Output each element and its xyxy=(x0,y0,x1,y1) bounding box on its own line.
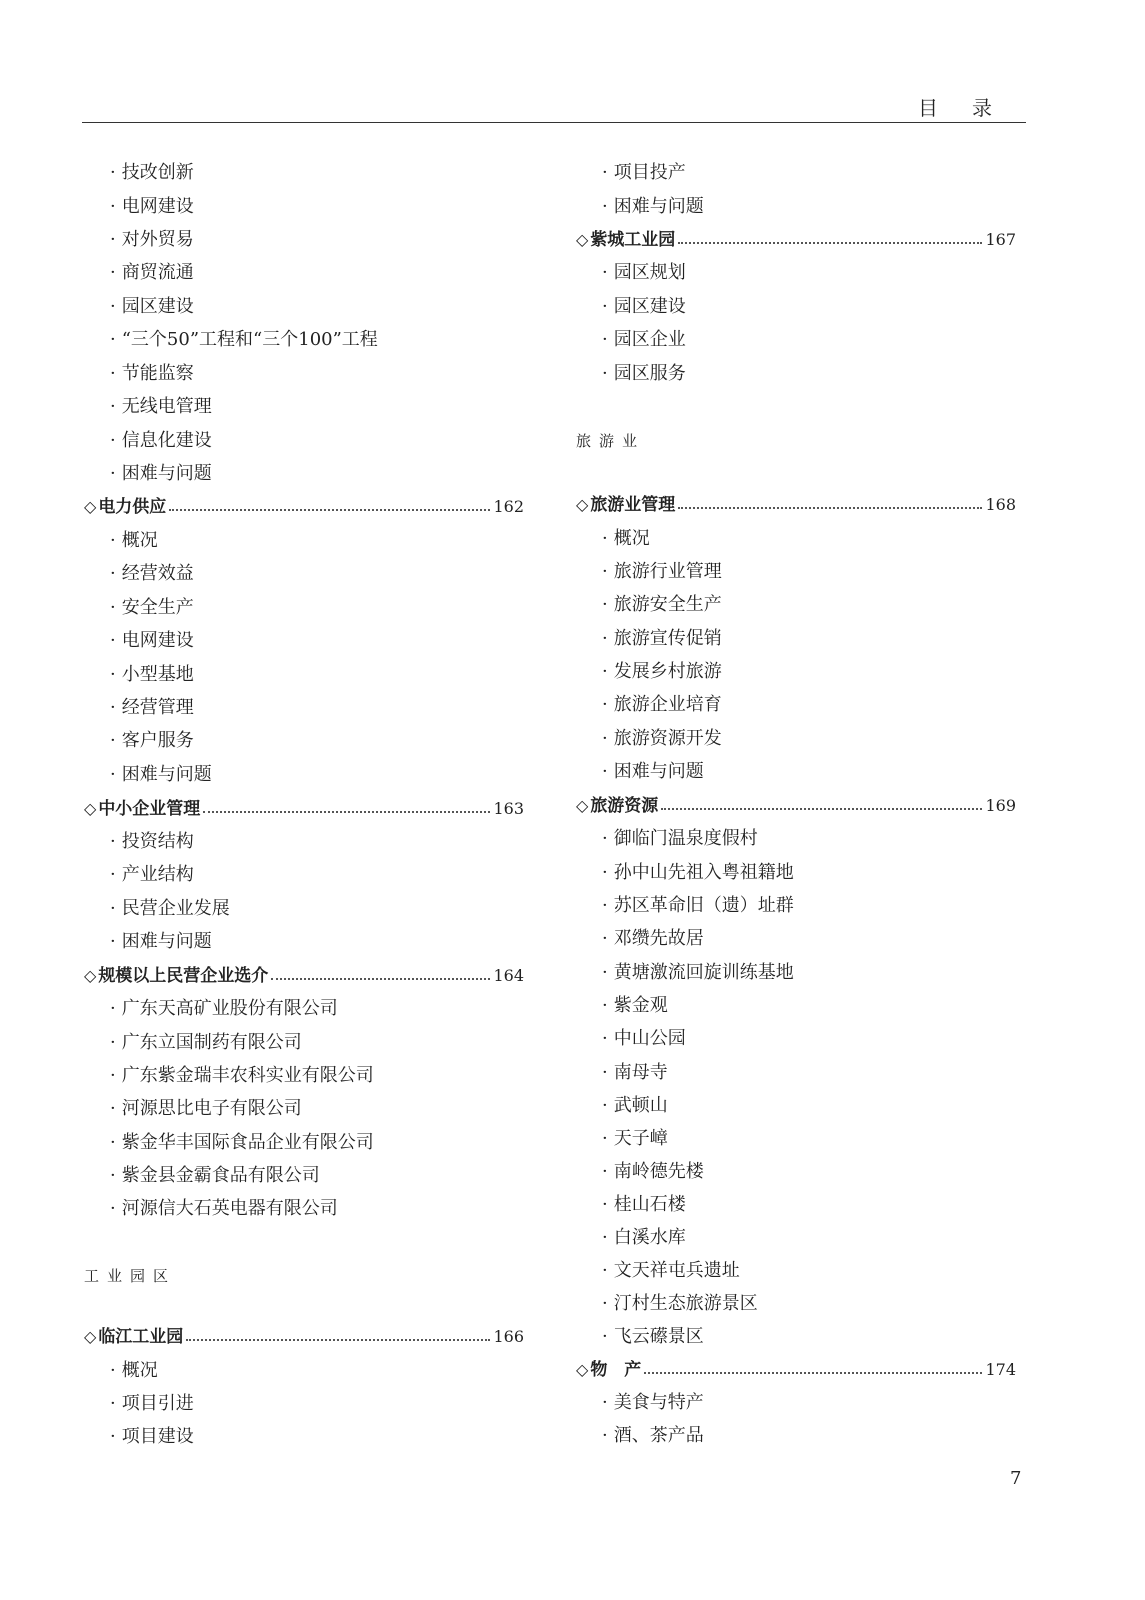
toc-item[interactable]: · 紫金观 xyxy=(602,995,668,1016)
toc-item[interactable]: · 园区企业 xyxy=(602,329,686,350)
toc-item[interactable]: · 南岭德先楼 xyxy=(602,1161,704,1182)
diamond-icon: ◇ xyxy=(84,966,97,985)
toc-item[interactable]: · 无线电管理 xyxy=(110,396,212,417)
toc-item[interactable]: · 园区规划 xyxy=(602,262,686,283)
toc-item[interactable]: · 电网建设 xyxy=(110,630,194,651)
toc-item[interactable]: · 广东紫金瑞丰农科实业有限公司 xyxy=(110,1065,374,1086)
toc-item[interactable]: · 项目引进 xyxy=(110,1393,194,1414)
toc-item[interactable]: · 武顿山 xyxy=(602,1095,668,1116)
toc-item[interactable]: · 产业结构 xyxy=(110,864,194,885)
toc-item[interactable]: · 电网建设 xyxy=(110,196,194,217)
toc-item[interactable]: · 旅游资源开发 xyxy=(602,728,722,749)
toc-item[interactable]: · 酒、茶产品 xyxy=(602,1425,704,1446)
toc-item[interactable]: · 园区服务 xyxy=(602,363,686,384)
toc-item[interactable]: · 困难与问题 xyxy=(110,931,212,952)
header-rule xyxy=(82,122,1026,123)
toc-item[interactable]: · 苏区革命旧（遗）址群 xyxy=(602,895,794,916)
diamond-icon: ◇ xyxy=(84,1327,97,1346)
page-header-title: 目录 xyxy=(918,96,1026,120)
section-label-gongye: 工业园区 xyxy=(84,1267,177,1285)
toc-item[interactable]: · 旅游企业培育 xyxy=(602,694,722,715)
toc-item[interactable]: · 天子嶂 xyxy=(602,1128,668,1149)
toc-item[interactable]: · “三个50”工程和“三个100”工程 xyxy=(110,329,378,350)
page-number: 7 xyxy=(1010,1468,1022,1489)
toc-item[interactable]: · 园区建设 xyxy=(602,296,686,317)
toc-item[interactable]: · 紫金华丰国际食品企业有限公司 xyxy=(110,1132,374,1153)
toc-heading-lvyouziyuan[interactable]: ◇ 旅游资源 169 xyxy=(576,791,1016,821)
toc-item[interactable]: · 旅游安全生产 xyxy=(602,594,722,615)
toc-item[interactable]: · 节能监察 xyxy=(110,363,194,384)
toc-item[interactable]: · 困难与问题 xyxy=(602,761,704,782)
dot-leader xyxy=(169,509,490,511)
toc-heading-guimo[interactable]: ◇ 规模以上民营企业选介 164 xyxy=(84,961,524,991)
toc-item[interactable]: · 南母寺 xyxy=(602,1062,668,1083)
toc-item[interactable]: · 小型基地 xyxy=(110,664,194,685)
toc-item[interactable]: · 概况 xyxy=(602,528,650,549)
diamond-icon: ◇ xyxy=(84,497,97,516)
toc-item[interactable]: · 经营管理 xyxy=(110,697,194,718)
diamond-icon: ◇ xyxy=(576,495,589,514)
diamond-icon: ◇ xyxy=(576,796,589,815)
dot-leader xyxy=(678,242,982,244)
toc-item[interactable]: · 商贸流通 xyxy=(110,262,194,283)
dot-leader xyxy=(186,1339,490,1341)
toc-item[interactable]: · 概况 xyxy=(110,1360,158,1381)
toc-item[interactable]: · 项目建设 xyxy=(110,1426,194,1447)
diamond-icon: ◇ xyxy=(576,1360,589,1379)
toc-item[interactable]: · 广东立国制药有限公司 xyxy=(110,1032,302,1053)
diamond-icon: ◇ xyxy=(576,230,589,249)
dot-leader xyxy=(661,808,982,810)
toc-item[interactable]: · 困难与问题 xyxy=(602,196,704,217)
toc-item[interactable]: · 孙中山先祖入粤祖籍地 xyxy=(602,862,794,883)
toc-item[interactable]: · 黄塘激流回旋训练基地 xyxy=(602,962,794,983)
toc-item[interactable]: · 旅游行业管理 xyxy=(602,561,722,582)
dot-leader xyxy=(203,811,490,813)
dot-leader xyxy=(644,1372,982,1374)
toc-item[interactable]: · 桂山石楼 xyxy=(602,1194,686,1215)
toc-heading-zicheng[interactable]: ◇ 紫城工业园 167 xyxy=(576,225,1016,255)
toc-heading-dianli[interactable]: ◇ 电力供应 162 xyxy=(84,492,524,522)
toc-item[interactable]: · 困难与问题 xyxy=(110,764,212,785)
toc-item[interactable]: · 信息化建设 xyxy=(110,430,212,451)
toc-item[interactable]: · 汀村生态旅游景区 xyxy=(602,1293,758,1314)
toc-item[interactable]: · 客户服务 xyxy=(110,730,194,751)
toc-item[interactable]: · 美食与特产 xyxy=(602,1392,704,1413)
diamond-icon: ◇ xyxy=(84,799,97,818)
toc-item[interactable]: · 旅游宣传促销 xyxy=(602,628,722,649)
toc-heading-linjiang[interactable]: ◇ 临江工业园 166 xyxy=(84,1322,524,1352)
toc-heading-lvyouguanli[interactable]: ◇ 旅游业管理 168 xyxy=(576,490,1016,520)
toc-item[interactable]: · 困难与问题 xyxy=(110,463,212,484)
toc-item[interactable]: · 飞云礤景区 xyxy=(602,1326,704,1347)
toc-item[interactable]: · 河源信大石英电器有限公司 xyxy=(110,1198,338,1219)
toc-item[interactable]: · 邓缵先故居 xyxy=(602,928,704,949)
toc-item[interactable]: · 白溪水库 xyxy=(602,1227,686,1248)
section-label-lvyou: 旅游业 xyxy=(576,432,646,450)
toc-item[interactable]: · 御临门温泉度假村 xyxy=(602,828,758,849)
toc-item[interactable]: · 民营企业发展 xyxy=(110,898,230,919)
toc-item[interactable]: · 广东天高矿业股份有限公司 xyxy=(110,998,338,1019)
toc-item[interactable]: · 对外贸易 xyxy=(110,229,194,250)
toc-item[interactable]: · 文天祥屯兵遗址 xyxy=(602,1260,740,1281)
toc-item[interactable]: · 投资结构 xyxy=(110,831,194,852)
toc-item[interactable]: · 河源思比电子有限公司 xyxy=(110,1098,302,1119)
toc-item[interactable]: · 安全生产 xyxy=(110,597,194,618)
toc-item[interactable]: · 发展乡村旅游 xyxy=(602,661,722,682)
toc-heading-zhongxiao[interactable]: ◇ 中小企业管理 163 xyxy=(84,794,524,824)
toc-item[interactable]: · 概况 xyxy=(110,530,158,551)
toc-item[interactable]: · 经营效益 xyxy=(110,563,194,584)
toc-item[interactable]: · 紫金县金霸食品有限公司 xyxy=(110,1165,320,1186)
dot-leader xyxy=(678,507,982,509)
toc-heading-wuchan[interactable]: ◇ 物 产 174 xyxy=(576,1355,1016,1385)
toc-item[interactable]: · 园区建设 xyxy=(110,296,194,317)
toc-item[interactable]: · 项目投产 xyxy=(602,162,686,183)
toc-item[interactable]: · 技改创新 xyxy=(110,162,194,183)
toc-item[interactable]: · 中山公园 xyxy=(602,1028,686,1049)
dot-leader xyxy=(271,978,490,980)
